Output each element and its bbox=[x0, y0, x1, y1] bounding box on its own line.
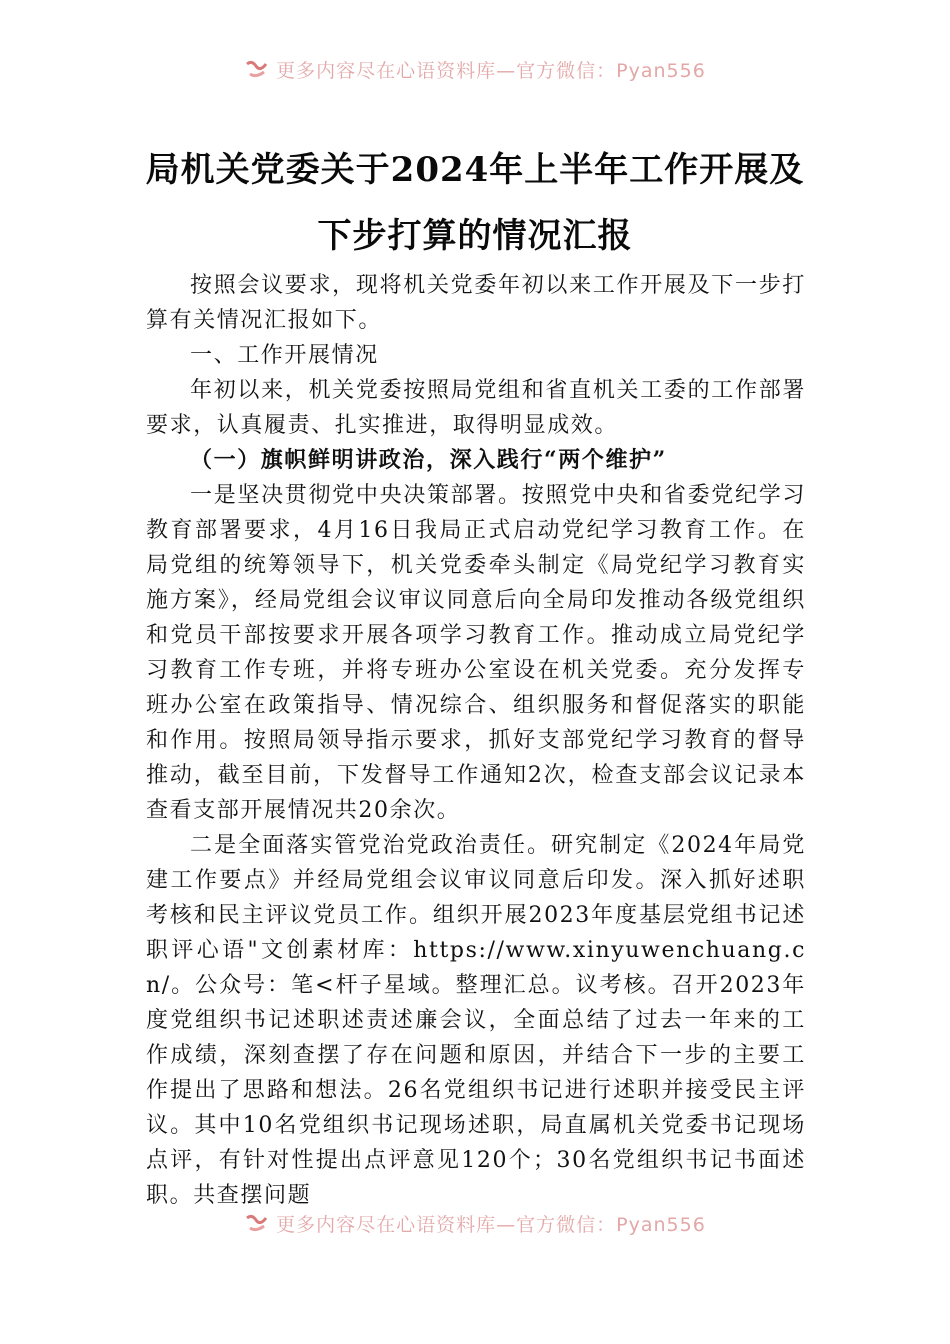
watermark-logo-icon bbox=[244, 58, 272, 80]
watermark-logo-icon bbox=[244, 1212, 272, 1234]
section-intro-paragraph: 年初以来，机关党委按照局党组和省直机关工委的工作部署要求，认真履责、扎实推进，取得明显成效。 bbox=[146, 378, 806, 438]
watermark-text: 更多内容尽在心语资料库—官方微信：Pyan556 bbox=[276, 59, 706, 82]
section-heading: 一、工作开展情况 bbox=[190, 343, 379, 368]
document-title-line-1: 局机关党委关于2024年上半年工作开展及 bbox=[145, 150, 805, 190]
body-paragraph-2: 二是全面落实管党治党政治责任。研究制定《2024年局党建工作要点》并经局党组会议审议同意后印发。深入抓好述职考核和民主评议党员工作。组织开展2023年度基层党组书记述职评心语"文创素材库：https://www.xinyuwenchuang.cn/。公众号：笔<杆子星域。整理汇总。议考核。召开2023年度党组织书记述职述责述廉会议，全面总结了过去一年来的工作成绩，深刻查摆了存在问题和原因，并结合下一步的主要工作提出了思路和想法。26名党组织书记进行述职并接受民主评议。其中10名党组织书记现场述职，局直属机关党委书记现场点评，有针对性提出点评意见120个；30名党组织书记书面述职。共查摆问题 bbox=[146, 833, 806, 1208]
document-body bbox=[146, 268, 806, 1213]
body-paragraph-1: 一是坚决贯彻党中央决策部署。按照党中央和省委党纪学习教育部署要求，4月16日我局正式启动党纪学习教育工作。在局党组的统筹领导下，机关党委牵头制定《局党纪学习教育实施方案》，经局党组会议审议同意后向全局印发推动各级党组织和党员干部按要求开展各项学习教育工作。推动成立局党纪学习教育工作专班，并将专班办公室设在机关党委。充分发挥专班办公室在政策指导、情况综合、组织服务和督促落实的职能和作用。按照局领导指示要求，抓好支部党纪学习教育的督导推动，截至目前，下发督导工作通知2次，检查支部会议记录本查看支部开展情况共20余次。 bbox=[146, 483, 806, 823]
intro-paragraph: 按照会议要求，现将机关党委年初以来工作开展及下一步打算有关情况汇报如下。 bbox=[146, 273, 806, 333]
document-title-line-2: 下步打算的情况汇报 bbox=[317, 216, 633, 256]
watermark-text: 更多内容尽在心语资料库—官方微信：Pyan556 bbox=[276, 1213, 706, 1236]
subsection-heading: （一）旗帜鲜明讲政治，深入践行“两个维护” bbox=[190, 447, 667, 473]
watermark-header bbox=[0, 54, 950, 84]
watermark-footer bbox=[0, 1208, 950, 1238]
